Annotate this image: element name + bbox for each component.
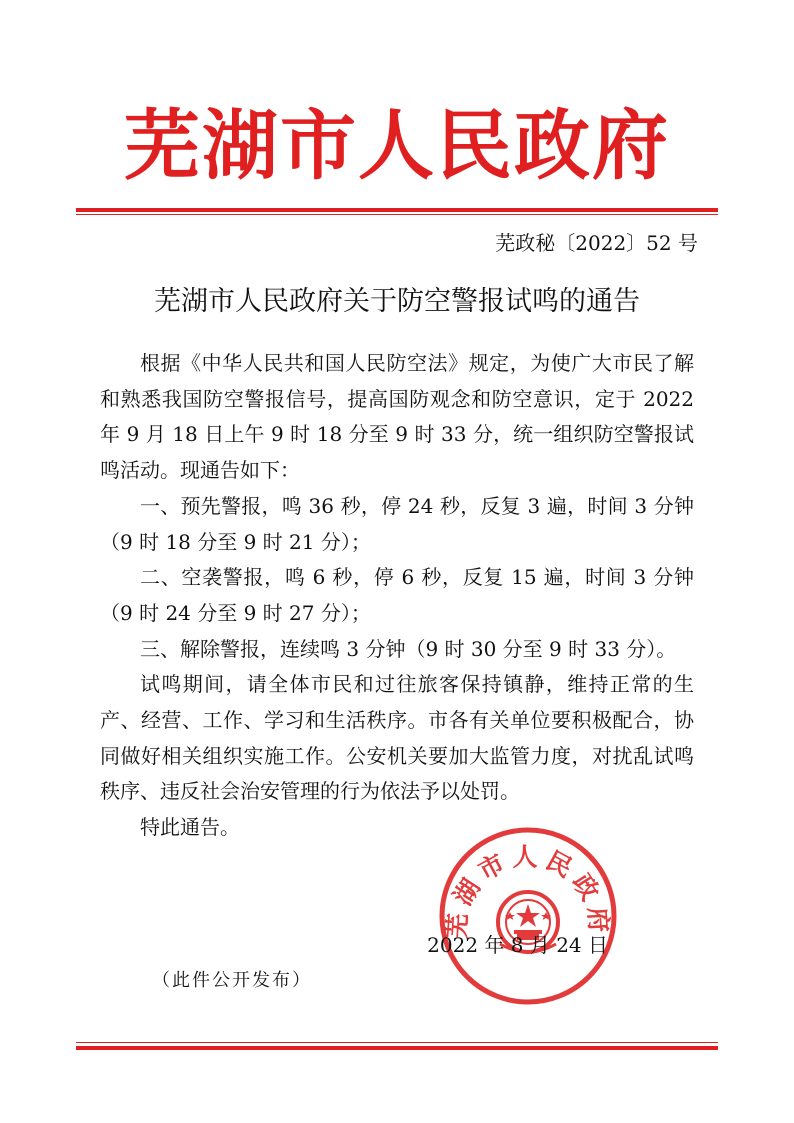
- body-paragraph: 特此通告。: [140, 815, 240, 840]
- document-body: [100, 346, 694, 846]
- publish-note: （此件公开发布）: [152, 970, 312, 991]
- body-paragraph: 根据《中华人民共和国人民防空法》规定，为使广大市民了解和熟悉我国防空警报信号，提高国防观念和防空意识，定于 2022 年 9 月 18 日上午 9 时 18 分至 9 时 33 分，统一组织防空警报试鸣活动。现通告如下：: [100, 351, 694, 483]
- footer-rule-thin: [76, 1042, 718, 1043]
- body-paragraph: 试鸣期间，请全体市民和过往旅客保持镇静，维持正常的生产、经营、工作、学习和生活秩序。市各有关单位要积极配合，协同做好相关组织实施工作。公安机关要加大监管力度，对扰乱试鸣秩序、违反社会治安管理的行为依法予以处罚。: [100, 672, 694, 804]
- body-paragraph: 三、解除警报，连续鸣 3 分钟（9 时 30 分至 9 时 33 分）。: [140, 636, 677, 661]
- document-number: 芜政秘〔2022〕52 号: [495, 231, 698, 255]
- masthead-title: 芜湖市人民政府: [124, 101, 670, 190]
- body-paragraph: 一、预先警报，鸣 36 秒，停 24 秒，反复 3 遍，时间 3 分钟（9 时 18 分至 9 时 21 分）；: [100, 493, 694, 554]
- footer-rule-thick: [76, 1046, 718, 1050]
- document-date: 2022 年 8 月 24 日: [427, 933, 608, 957]
- masthead-rule-thick: [76, 208, 718, 212]
- seal-text: 芜湖市人民政府: [442, 842, 614, 940]
- official-seal: [438, 826, 618, 1006]
- document-title: 芜湖市人民政府关于防空警报试鸣的通告: [154, 286, 640, 317]
- body-paragraph: 二、空袭警报，鸣 6 秒，停 6 秒，反复 15 遍，时间 3 分钟（9 时 24 分至 9 时 27 分）；: [100, 565, 694, 625]
- masthead-rule-thin: [76, 214, 718, 215]
